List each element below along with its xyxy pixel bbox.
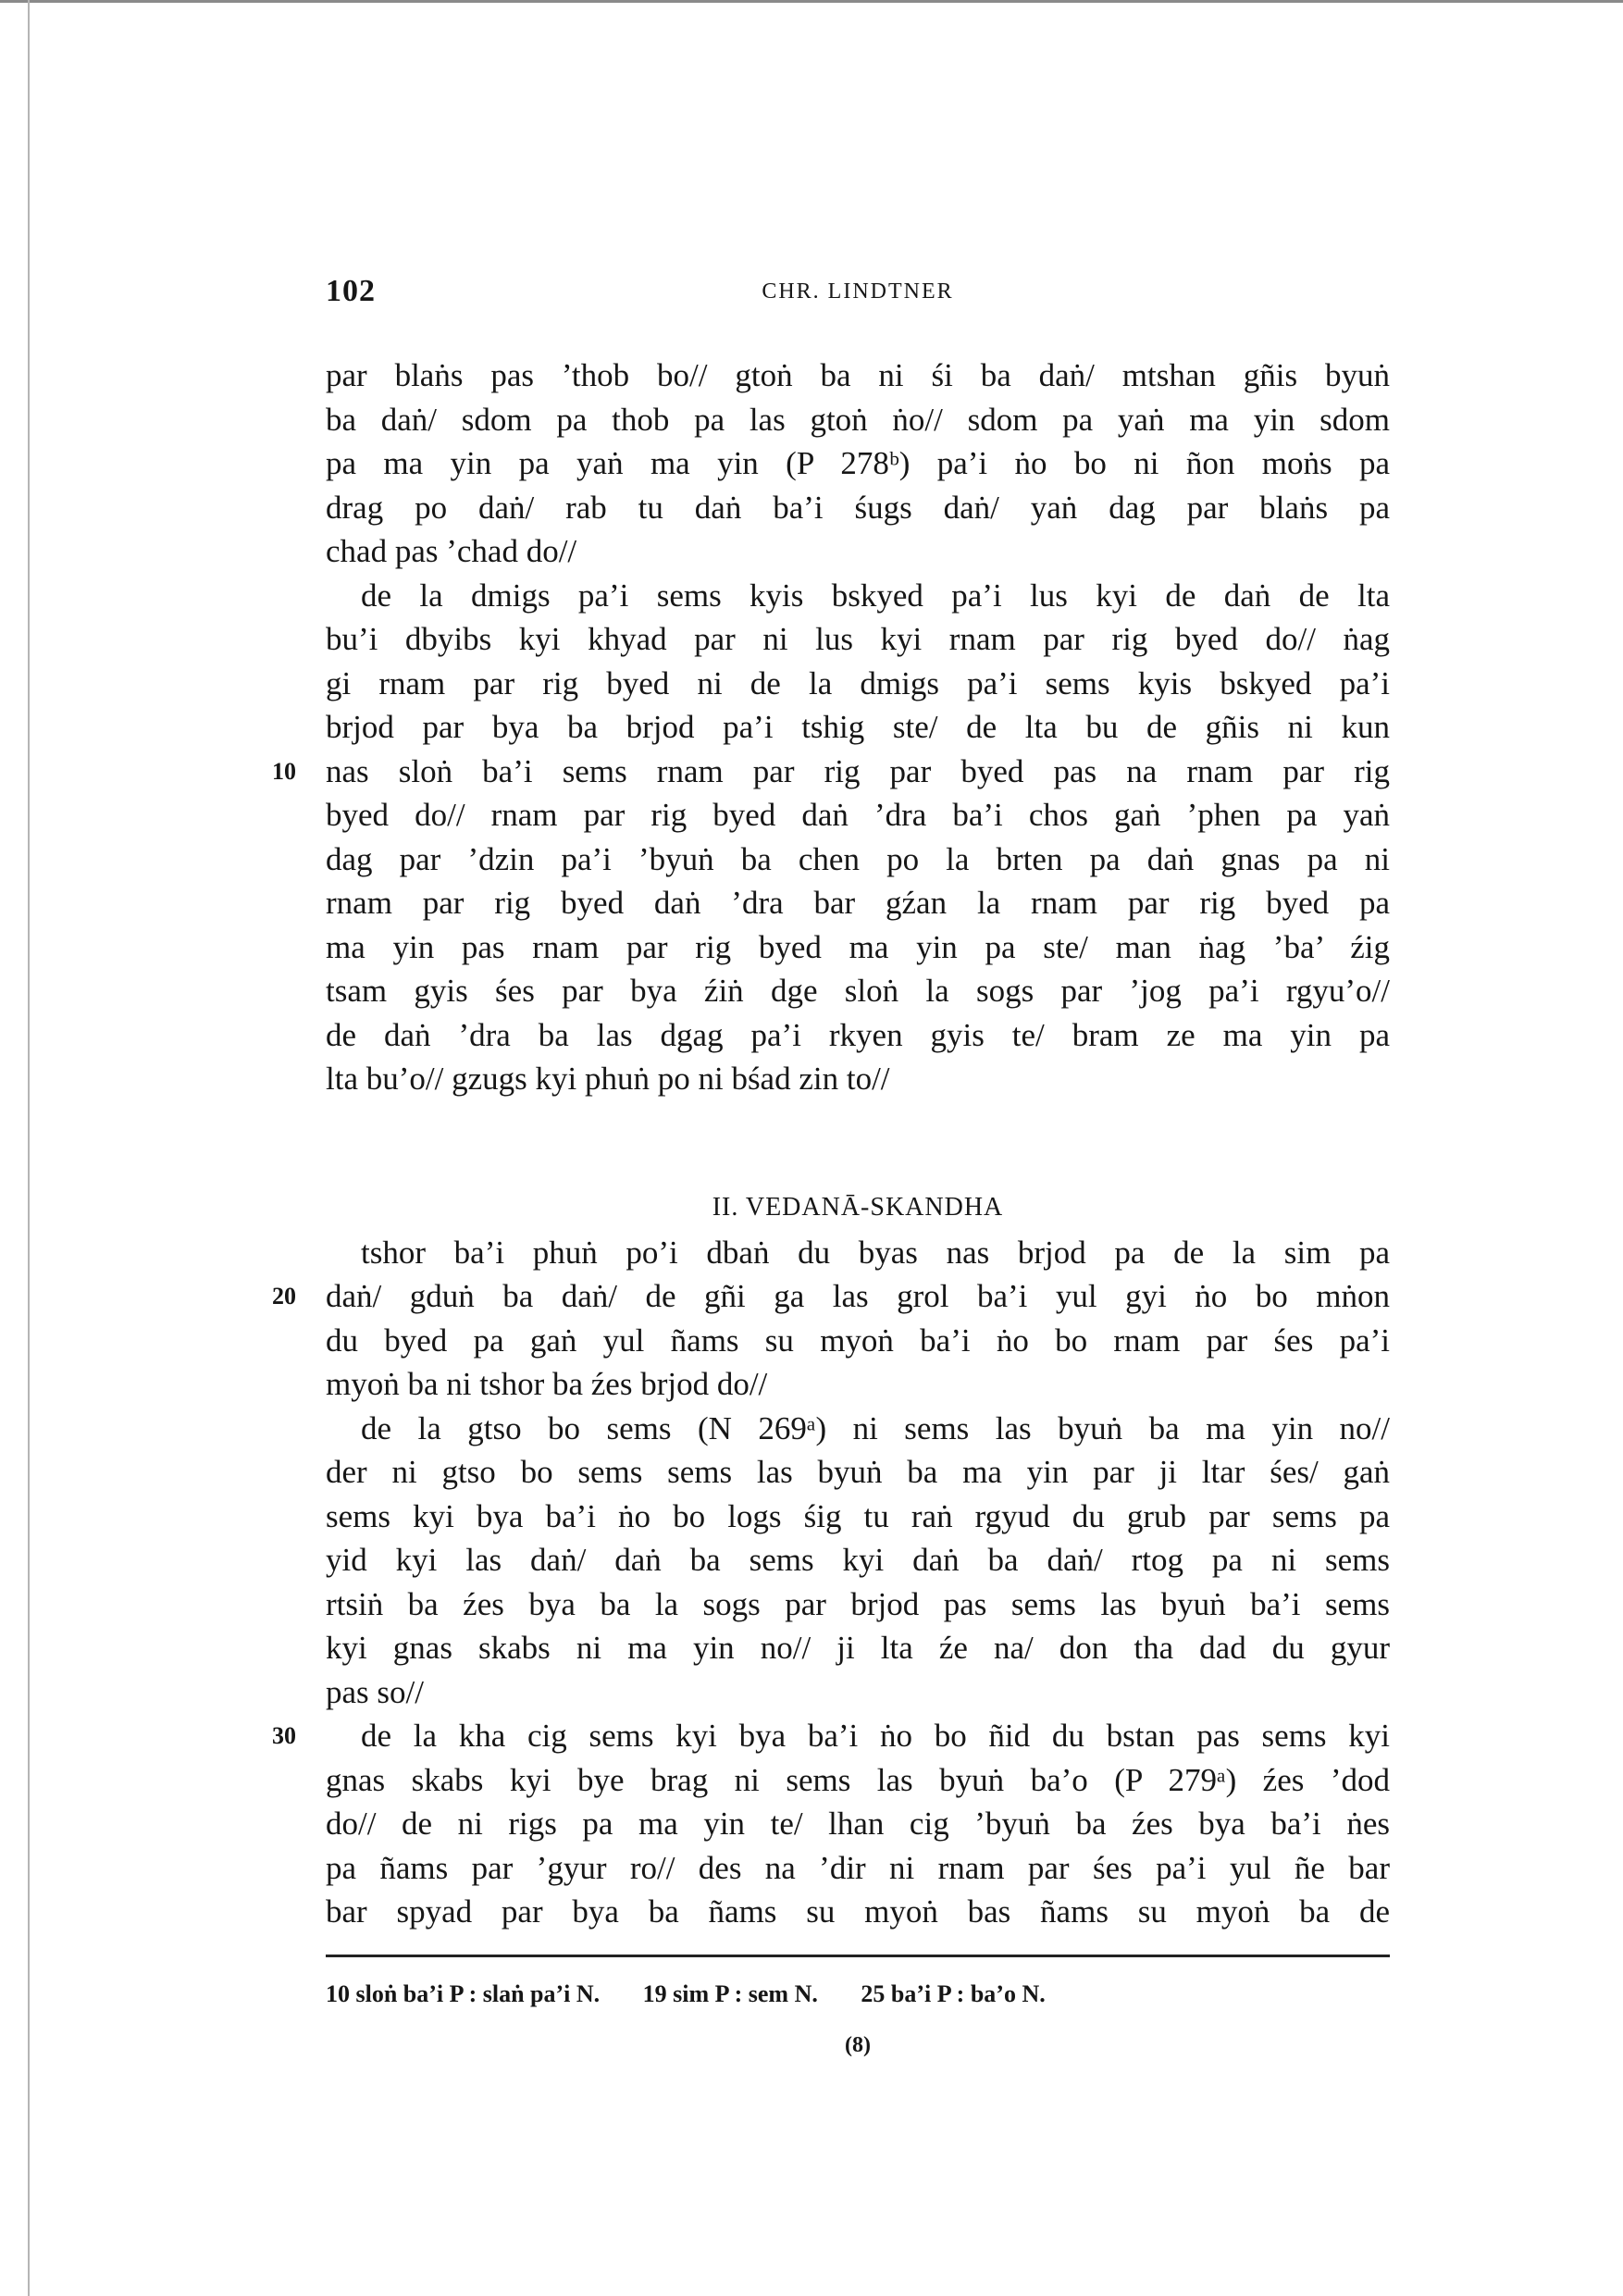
line-text: nas sloṅ ba’i sems rnam par rig par byed pas na rnam par rig — [326, 752, 1390, 789]
line-text: byed do// rnam par rig byed daṅ ’dra ba’i chos gaṅ ’phen pa yaṅ — [326, 797, 1390, 833]
text-line — [326, 662, 1390, 706]
text-line — [326, 1802, 1390, 1846]
text-line — [326, 529, 1390, 574]
line-text: myoṅ ba ni tshor ba źes brjod do// — [326, 1366, 768, 1402]
text-line — [326, 398, 1390, 442]
text-line — [326, 1670, 1390, 1715]
line-text: kyi gnas skabs ni ma yin no// ji lta źe na/ don tha dad du gyur — [326, 1630, 1390, 1666]
text-line — [326, 617, 1390, 662]
page-number: 102 — [326, 274, 376, 308]
text-line — [272, 750, 1390, 794]
line-text: rtsiṅ ba źes bya ba la sogs par brjod pas sems las byuṅ ba’i sems — [326, 1585, 1390, 1622]
text-line — [272, 1274, 1390, 1319]
line-text: yid kyi las daṅ/ daṅ ba sems kyi daṅ ba daṅ/ rtog pa ni sems — [326, 1542, 1390, 1578]
line-number: 20 — [272, 1283, 296, 1309]
line-text: gi rnam par rig byed ni de la dmigs pa’i sems kyis bskyed pa’i — [326, 664, 1390, 701]
line-text: ba daṅ/ sdom pa thob pa las gtoṅ ṅo// sdom pa yaṅ ma yin sdom — [326, 401, 1390, 438]
line-text: gnas skabs kyi bye brag ni sems las byuṅ ba’o (P 279ᵃ) źes ’dod — [326, 1761, 1390, 1798]
line-text: de daṅ ’dra ba las dgag pa’i rkyen gyis te/ bram ze ma yin pa — [326, 1016, 1390, 1053]
text-line — [326, 1450, 1390, 1495]
line-text: de la kha cig sems kyi bya ba’i ṅo bo ñid du bstan pas sems kyi — [361, 1718, 1390, 1754]
text-line — [326, 1231, 1390, 1275]
line-text: chad pas ’chad do// — [326, 533, 577, 569]
line-text: pa ñams par ’gyur ro// des na ’dir ni rnam par śes pa’i yul ñe bar — [326, 1849, 1390, 1886]
text-line — [326, 574, 1390, 618]
footnote-rule — [326, 1955, 1390, 1957]
line-text: do// de ni rigs pa ma yin te/ lhan cig ’byuṅ ba źes bya ba’i ṅes — [326, 1806, 1390, 1842]
scan-left-edge — [28, 0, 30, 2296]
text-line — [326, 1495, 1390, 1539]
line-text: tsam gyis śes par bya źiṅ dge sloṅ la sogs par ’jog pa’i rgyu’o// — [326, 973, 1390, 1009]
text-line — [326, 705, 1390, 750]
line-text: dag par ’dzin pa’i ’byuṅ ba chen po la brten pa daṅ gnas pa ni — [326, 840, 1390, 877]
text-line — [326, 1890, 1390, 1934]
text-line — [326, 1626, 1390, 1670]
text-line — [272, 1714, 1390, 1758]
vijnapti-paragraphs — [272, 354, 1390, 1101]
vedana-paragraphs — [272, 1231, 1390, 1934]
text-line — [326, 793, 1390, 838]
line-text: pa ma yin pa yaṅ ma yin (P 278ᵇ) pa’i ṅo bo ni ñon moṅs pa — [326, 445, 1390, 481]
section-heading: II. VEDANĀ-SKANDHA — [712, 1192, 1004, 1222]
text-line — [326, 1846, 1390, 1891]
line-text: de la gtso bo sems (N 269ᵃ) ni sems las byuṅ ba ma yin no// — [361, 1409, 1390, 1446]
text-line — [326, 1013, 1390, 1058]
text-line — [326, 881, 1390, 925]
text-line — [326, 838, 1390, 882]
text-line — [326, 1538, 1390, 1582]
line-text: drag po daṅ/ rab tu daṅ ba’i śugs daṅ/ yaṅ dag par blaṅs pa — [326, 489, 1390, 526]
footnote: 25 ba’i P : ba’o N. — [861, 1980, 1046, 2007]
line-text: de la dmigs pa’i sems kyis bskyed pa’i lus kyi de daṅ de lta — [361, 577, 1390, 614]
signature-mark: (8) — [845, 2033, 871, 2057]
text-line — [326, 1582, 1390, 1627]
text-line — [326, 925, 1390, 970]
text-line — [326, 1319, 1390, 1363]
line-text: lta bu’o// gzugs kyi phuṅ po ni bśad zin to// — [326, 1061, 890, 1097]
line-number: 30 — [272, 1722, 296, 1749]
line-text: tshor ba’i phuṅ po’i dbaṅ du byas nas brjod pa de la sim pa — [361, 1234, 1390, 1271]
running-head: CHR. LINDTNER — [762, 279, 954, 304]
text-line — [326, 486, 1390, 530]
line-text: ma yin pas rnam par rig byed ma yin pa ste/ man ṅag ’ba’ źig — [326, 928, 1390, 965]
line-text: par blaṅs pas ’thob bo// gtoṅ ba ni śi ba daṅ/ mtshan gñis byuṅ — [326, 357, 1390, 393]
text-line — [326, 1758, 1390, 1803]
line-number: 10 — [272, 757, 296, 785]
scan-top-edge — [0, 0, 1623, 3]
text-line — [326, 441, 1390, 486]
line-text: bu’i dbyibs kyi khyad par ni lus kyi rnam par rig byed do// ṅag — [326, 621, 1390, 657]
footnote: 10 sloṅ ba’i P : slaṅ pa’i N. — [326, 1980, 601, 2007]
main-text — [272, 354, 1390, 1934]
text-line — [326, 1407, 1390, 1451]
line-text: der ni gtso bo sems sems las byuṅ ba ma yin par ji ltar śes/ gaṅ — [326, 1454, 1390, 1490]
text-line — [326, 969, 1390, 1013]
line-text: rnam par rig byed daṅ ’dra bar gźan la rnam par rig byed pa — [326, 885, 1390, 921]
line-text: daṅ/ gduṅ ba daṅ/ de gñi ga las grol ba’i yul gyi ṅo bo mṅon — [326, 1278, 1390, 1314]
line-text: brjod par bya ba brjod pa’i tshig ste/ de lta bu de gñis ni kun — [326, 709, 1390, 745]
line-text: sems kyi bya ba’i ṅo bo logs śig tu raṅ rgyud du grub par sems pa — [326, 1497, 1390, 1534]
text-line — [326, 1362, 1390, 1407]
footnotes — [326, 1980, 1390, 2008]
line-text: du byed pa gaṅ yul ñams su myoṅ ba’i ṅo bo rnam par śes pa’i — [326, 1322, 1390, 1359]
text-line — [326, 354, 1390, 398]
footnote: 19 sim P : sem N. — [642, 1980, 818, 2007]
text-line — [326, 1057, 1390, 1101]
line-text: pas so// — [326, 1673, 424, 1710]
line-text: bar spyad par bya ba ñams su myoṅ bas ñams su myoṅ ba de — [326, 1893, 1390, 1930]
page-header — [326, 274, 1390, 320]
